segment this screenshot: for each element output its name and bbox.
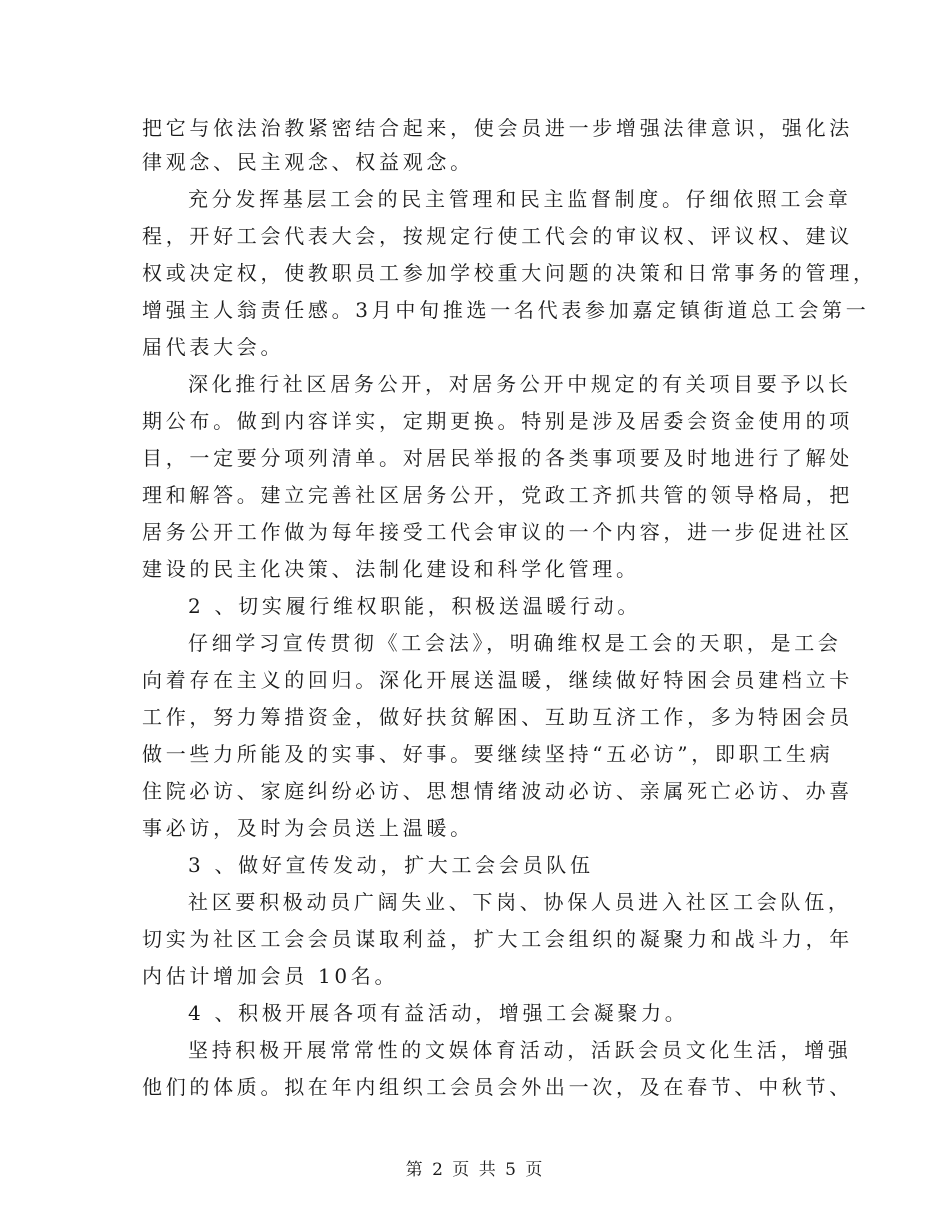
text-line: 做一些力所能及的实事、好事。要继续坚持“五必访”，即职工生病 [142, 742, 834, 766]
text-line: 社区要积极动员广阔失业、下岗、协保人员进入社区工会队伍， [188, 890, 852, 914]
text-line: 住院必访、家庭纠纷必访、思想情绪波动必访、亲属死亡必访、办喜 [142, 779, 853, 803]
text-line: 他们的体质。拟在年内组织工会员会外出一次，及在春节、中秋节、 [142, 1075, 853, 1099]
text-line: 建设的民主化决策、法制化建设和科学化管理。 [142, 557, 640, 581]
text-line: 程，开好工会代表大会，按规定行使工代会的审议权、评议权、建议 [142, 224, 853, 248]
text-line: 目，一定要分项列清单。对居民举报的各类事项要及时地进行了解处 [142, 446, 853, 470]
page-footer: 第 2 页 共 5 页 [405, 1160, 545, 1180]
text-line: 把它与依法治教紧密结合起来，使会员进一步增强法律意识，强化法 [142, 116, 853, 140]
text-line: 切实为社区工会会员谋取利益，扩大工会组织的凝聚力和战斗力，年 [142, 927, 853, 951]
section-heading: 3 、做好宣传发动，扩大工会会员队伍 [188, 853, 594, 877]
text-line: 内估计增加会员 10名。 [142, 964, 399, 988]
text-line: 届代表大会。 [142, 335, 285, 359]
text-line: 充分发挥基层工会的民主管理和民主监督制度。仔细依照工会章 [188, 187, 852, 211]
text-line: 事必访，及时为会员送上温暖。 [142, 816, 474, 840]
text-line: 居务公开工作做为每年接受工代会审议的一个内容，进一步促进社区 [142, 520, 853, 544]
text-line: 坚持积极开展常常性的文娱体育活动，活跃会员文化生活，增强 [188, 1038, 852, 1062]
text-line: 增强主人翁责任感。3月中旬推选一名代表参加嘉定镇街道总工会第一 [142, 298, 870, 322]
text-line: 律观念、民主观念、权益观念。 [142, 150, 474, 174]
text-line: 向着存在主义的回归。深化开展送温暖，继续做好特困会员建档立卡 [142, 668, 853, 692]
text-line: 深化推行社区居务公开，对居务公开中规定的有关项目要予以长 [188, 372, 852, 396]
section-heading: 2 、切实履行维权职能，积极送温暖行动。 [188, 594, 642, 618]
text-line: 理和解答。建立完善社区居务公开，党政工齐抓共管的领导格局，把 [142, 483, 853, 507]
text-line: 仔细学习宣传贯彻《工会法》，明确维权是工会的天职，是工会 [188, 631, 842, 655]
text-line: 权或决定权，使教职员工参加学校重大问题的决策和日常事务的管理， [142, 261, 877, 285]
text-line: 期公布。做到内容详实，定期更换。特别是涉及居委会资金使用的项 [142, 409, 853, 433]
section-heading: 4 、积极开展各项有益活动，增强工会凝聚力。 [188, 1001, 689, 1025]
text-line: 工作，努力筹措资金，做好扶贫解困、互助互济工作，多为特困会员 [142, 705, 853, 729]
